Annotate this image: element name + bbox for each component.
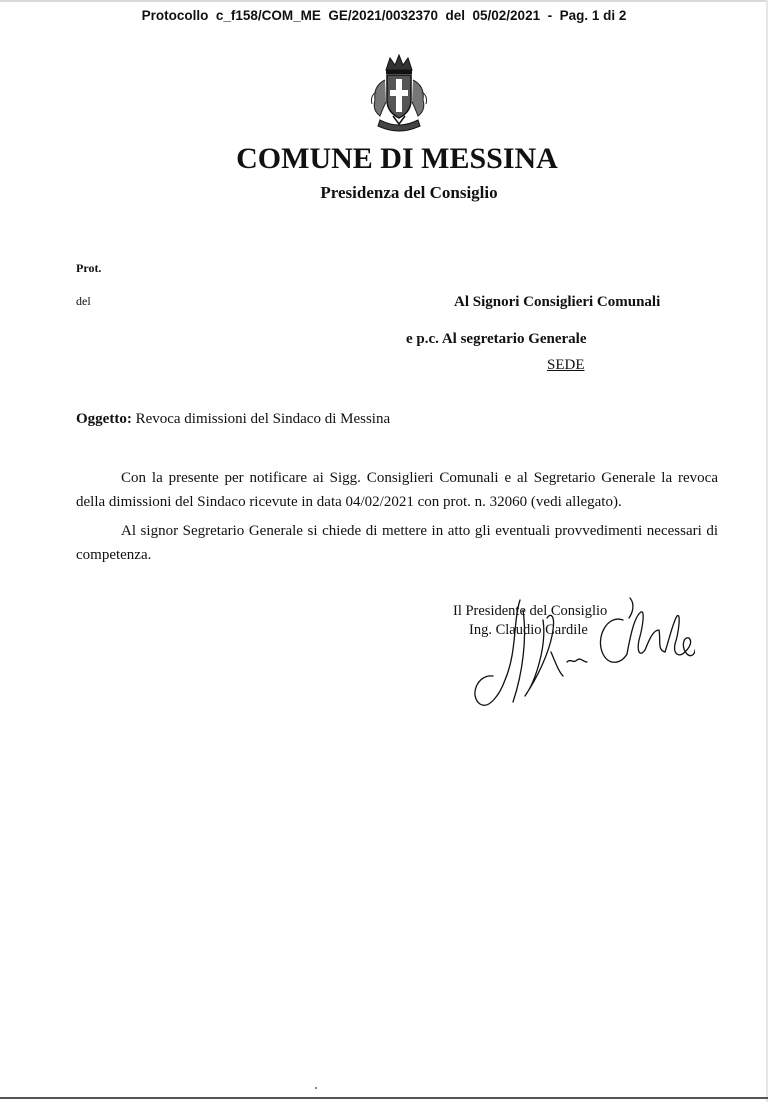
prot-label: Prot.	[76, 261, 102, 275]
bottom-border	[0, 1097, 768, 1099]
body-paragraph-2: Al signor Segretario Generale si chiede di mettere in atto gli eventuali provvedimenti necessari di competenza.	[76, 523, 718, 563]
body-paragraph-1: Con la presente per notificare ai Sigg. Consiglieri Comunali e al Segretario Generale la revoca della dimissioni del Sindaco ricevute in data 04/02/2021 con prot. n. 32060 (vedi allegato).	[76, 470, 718, 510]
handwritten-signature	[455, 592, 695, 717]
scan-mark	[315, 1087, 317, 1089]
signature-name: Ing. Claudio Cardile	[469, 622, 588, 638]
recipient-councillors: Al Signori Consiglieri Comunali	[454, 294, 661, 310]
recipient-secretary: e p.c. Al segretario Generale	[406, 331, 587, 347]
top-border	[0, 0, 768, 2]
subject-label: Oggetto:	[76, 411, 132, 427]
subject-line	[76, 411, 390, 428]
recipient-sede: SEDE	[547, 357, 585, 373]
del-label: del	[76, 294, 91, 308]
subject-text: Revoca dimissioni del Sindaco di Messina	[131, 411, 391, 427]
organization-subtitle: Presidenza del Consiglio	[320, 183, 498, 202]
signature-title: Il Presidente del Consiglio	[453, 603, 608, 619]
organization-title: COMUNE DI MESSINA	[236, 142, 558, 175]
protocol-header: Protocollo c_f158/COM_ME GE/2021/0032370 del 05/02/2021 - Pag. 1 di 2	[141, 8, 627, 23]
crest-icon	[366, 52, 432, 134]
